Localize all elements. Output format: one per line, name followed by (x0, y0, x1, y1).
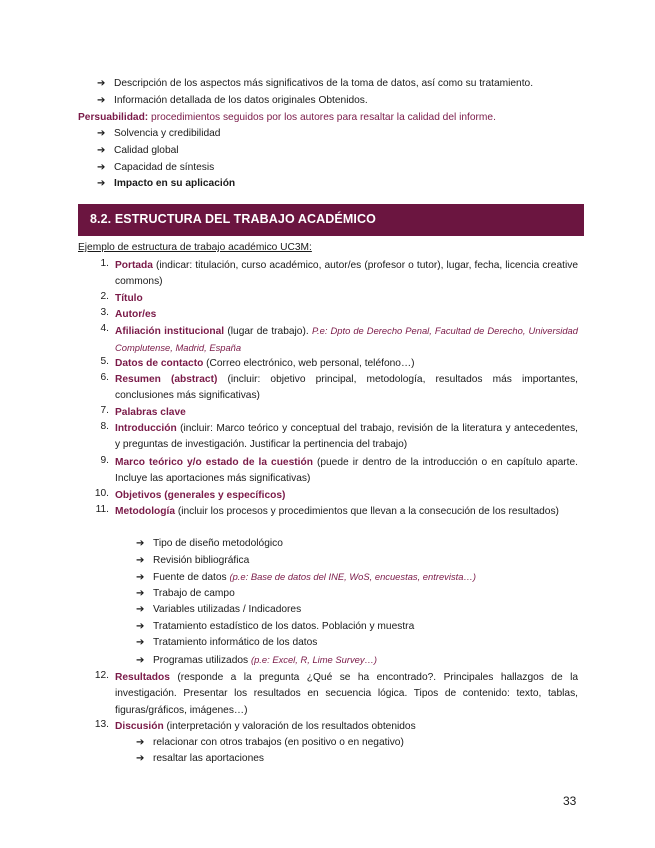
section-banner (78, 204, 584, 236)
arrow-icon: ➔ (97, 78, 106, 89)
sub-list-item: ➔ relacionar con otros trabajos (en positivo o en negativo) (136, 737, 404, 748)
item-number: 3. (100, 307, 109, 318)
item-number: 2. (100, 291, 109, 302)
list-item: Autor/es (115, 309, 157, 320)
item-number: 5. (100, 356, 109, 367)
item-number: 8. (100, 421, 109, 432)
list-item: Resumen (abstract) (incluir: objetivo principal, metodología, resultados más importantes, conclusiones más significativas) (115, 374, 578, 402)
sub-list-item: ➔ resaltar las aportaciones (136, 753, 264, 764)
section-title: 8.2. ESTRUCTURA DEL TRABAJO ACADÉMICO (90, 212, 376, 226)
sub-list-item: ➔ Fuente de datos (p.e: Base de datos del INE, WoS, encuestas, entrevista…) (136, 571, 476, 583)
sub-list-item: ➔ Tipo de diseño metodológico (136, 538, 283, 549)
list-item: Afiliación institucional (lugar de trabajo). P.e: Dpto de Derecho Penal, Facultad de Derecho, Universidad Complutense, Madrid, España (115, 325, 578, 354)
arrow-icon: ➔ (97, 128, 106, 139)
arrow-icon: ➔ (136, 655, 145, 666)
list-item: Datos de contacto (Correo electrónico, web personal, teléfono…) (115, 358, 415, 369)
item-number: 6. (100, 372, 109, 383)
item-number: 4. (100, 323, 109, 334)
arrow-icon: ➔ (136, 753, 145, 764)
arrow-icon: ➔ (97, 95, 106, 106)
arrow-icon: ➔ (97, 162, 106, 173)
item-number: 10. (94, 488, 109, 499)
list-item: ➔ Calidad global (97, 145, 179, 156)
arrow-icon: ➔ (136, 637, 145, 648)
item-number: 12. (94, 670, 109, 681)
list-item: ➔ Capacidad de síntesis (97, 162, 215, 173)
arrow-icon: ➔ (136, 604, 145, 615)
sub-list-item: ➔ Tratamiento informático de los datos (136, 637, 318, 648)
list-item: Objetivos (generales y específicos) (115, 490, 286, 501)
sub-list-item: ➔ Trabajo de campo (136, 588, 235, 599)
arrow-icon: ➔ (136, 737, 145, 748)
arrow-icon: ➔ (97, 145, 106, 156)
item-number: 7. (100, 405, 109, 416)
list-item: Metodología (incluir los procesos y procedimientos que llevan a la consecución de los resultados) (115, 506, 559, 517)
sub-list-item: ➔ Tratamiento estadístico de los datos. Población y muestra (136, 621, 415, 632)
arrow-icon: ➔ (136, 621, 145, 632)
arrow-icon: ➔ (136, 572, 145, 583)
list-item: Marco teórico y/o estado de la cuestión (puede ir dentro de la introducción o en capítulo aparte. Incluye las aportaciones más significativas) (115, 457, 578, 485)
sub-list-item: ➔ Variables utilizadas / Indicadores (136, 604, 302, 615)
list-item: ➔ Información detallada de los datos originales Obtenidos. (97, 95, 368, 106)
list-item: ➔ Solvencia y credibilidad (97, 128, 221, 139)
list-item: Palabras clave (115, 407, 186, 418)
item-number: 11. (95, 504, 109, 515)
list-item: Título (115, 293, 143, 304)
item-number: 9. (100, 455, 109, 466)
list-item: ➔ Impacto en su aplicación (97, 178, 236, 189)
arrow-icon: ➔ (136, 588, 145, 599)
list-item: Portada (indicar: titulación, curso académico, autor/es (profesor o tutor), lugar, fecha, licencia creative commons) (115, 260, 578, 288)
arrow-icon: ➔ (136, 555, 145, 566)
list-item: Discusión (interpretación y valoración de los resultados obtenidos (115, 721, 416, 732)
sub-list-item: ➔ Revisión bibliográfica (136, 555, 250, 566)
item-number: 13. (94, 719, 109, 730)
arrow-icon: ➔ (136, 538, 145, 549)
arrow-icon: ➔ (97, 178, 106, 189)
persuabilidad-line: Persuabilidad: procedimientos seguidos por los autores para resaltar la calidad del informe. (78, 112, 496, 123)
item-number: 1. (100, 258, 109, 269)
list-item: ➔ Descripción de los aspectos más significativos de la toma de datos, así como su tratamiento. (97, 78, 534, 89)
page-number: 33 (563, 794, 577, 808)
example-heading: Ejemplo de estructura de trabajo académico UC3M: (78, 242, 312, 253)
list-item: Introducción (incluir: Marco teórico y conceptual del trabajo, revisión de la literatura y antecedentes, y preguntas de investigación. Justificar la pertinencia del trabajo) (115, 423, 578, 451)
list-item: Resultados (responde a la pregunta ¿Qué se ha encontrado?. Principales hallazgos de la investigación. Presentar los resultados en secuencia lógica. Tipos de contenido: texto, tablas, figuras/gráficos, imágenes…) (115, 672, 578, 716)
sub-list-item: ➔ Programas utilizados (p.e: Excel, R, Lime Survey…) (136, 654, 378, 666)
